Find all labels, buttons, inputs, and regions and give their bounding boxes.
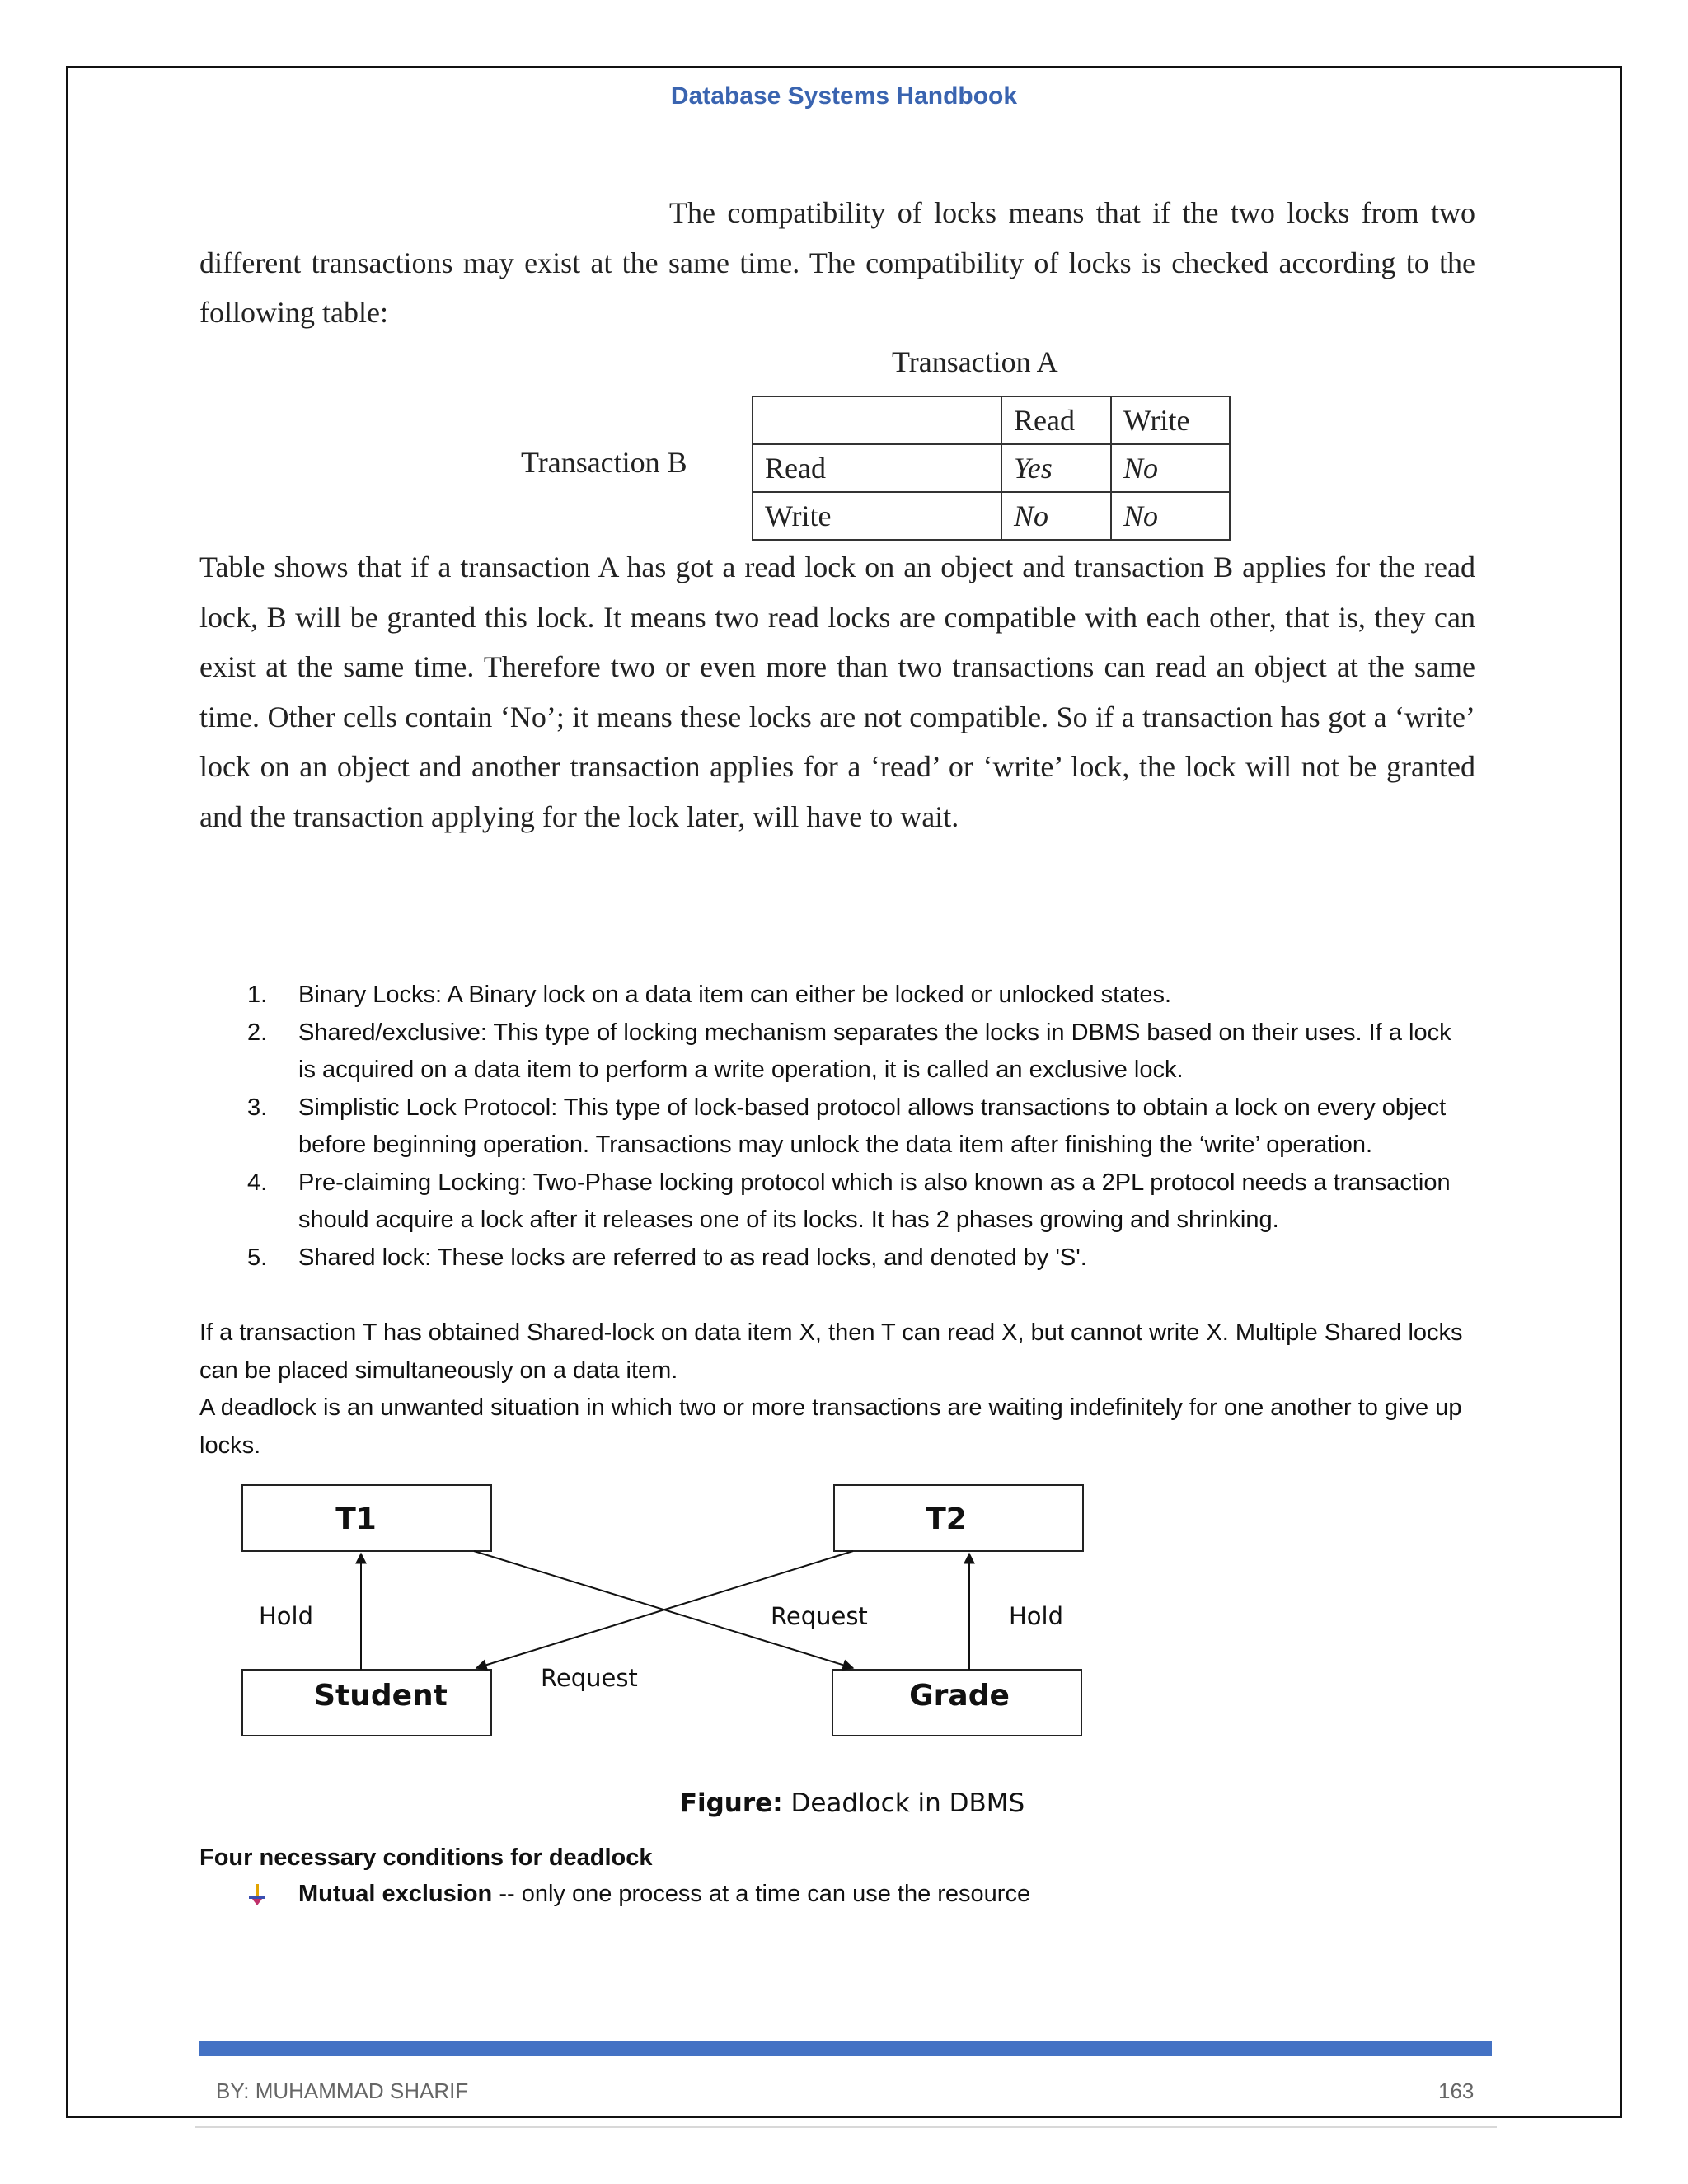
node-t1-label: T1 — [335, 1502, 377, 1536]
figure-caption-prefix: Figure: — [679, 1788, 783, 1818]
conditions-heading: Four necessary conditions for deadlock — [199, 1844, 653, 1871]
request-label-bottom: Request — [541, 1664, 638, 1692]
deadlock-definition: A deadlock is an unwanted situation in which two or more transactions are waiting indefinitely for one another to give up locks. — [199, 1394, 1462, 1459]
table-row — [753, 492, 1230, 540]
list-item: Shared/exclusive: This type of locking mechanism separates the locks in DBMS based on their uses. If a lock is acquired on a data item to perform a write operation, it is called an exclusive lock. — [298, 1019, 1451, 1083]
footer-bar — [199, 2041, 1492, 2056]
lock-types-list — [199, 977, 1469, 1277]
lock-compatibility-table — [752, 396, 1231, 541]
request-label-top: Request — [771, 1602, 868, 1630]
transaction-b-label: Transaction B — [521, 446, 687, 479]
list-item: Pre-claiming Locking: Two-Phase locking protocol which is also known as a 2PL protocol needs a transaction should acquire a lock after it releases one of its locks. It has 2 phases growing and shrinking. — [298, 1169, 1451, 1233]
footer-page-number: 163 — [1438, 2079, 1475, 2103]
arrow-bullet-icon — [247, 1884, 267, 1907]
figure-caption — [0, 1788, 1688, 1818]
table-cell: No — [1111, 444, 1230, 492]
transaction-a-label: Transaction A — [892, 345, 1058, 378]
node-t2-label: T2 — [926, 1502, 967, 1536]
table-header-row — [753, 396, 1230, 444]
node-grade-label: Grade — [909, 1679, 1010, 1713]
table-row — [753, 444, 1230, 492]
page-header-title: Database Systems Handbook — [670, 82, 1018, 110]
list-item: Binary Locks: A Binary lock on a data item can either be locked or unlocked states. — [298, 982, 1172, 1008]
explanation-paragraph: Table shows that if a transaction A has got a read lock on an object and transaction B applies for the read lock, B will be granted this lock. It means two read locks are compatible with each other, that is, they can exist at the same time. Therefore two or even more than two transactions can read an object at the same time. Other cells contain ‘No’; it means these locks are not compatible. So if a transaction has got a ‘write’ lock on an object and another transaction applies for a ‘read’ or ‘write’ lock, the lock will not be granted and the transaction applying for the lock later, will have to wait. — [199, 551, 1475, 833]
table-header-cell — [753, 396, 1001, 444]
intro-text: The compatibility of locks means that if the two locks from two different transactions may exist at the same time. The compatibility of locks is checked according to the following table: — [199, 196, 1475, 329]
intro-paragraph — [199, 188, 1475, 338]
hold-label-left: Hold — [259, 1602, 314, 1630]
table-cell: Yes — [1001, 444, 1111, 492]
figure-caption-text: Deadlock in DBMS — [782, 1788, 1025, 1818]
table-header-cell: Read — [1001, 396, 1111, 444]
table-row-label: Read — [753, 444, 1001, 492]
deadlock-diagram — [231, 1475, 1104, 1755]
table-cell: No — [1001, 492, 1111, 540]
condition-desc: -- only one process at a time can use the resource — [492, 1881, 1031, 1907]
hold-label-right: Hold — [1009, 1602, 1064, 1630]
condition-text — [298, 1881, 1030, 1908]
table-header-cell: Write — [1111, 396, 1230, 444]
table-cell: No — [1111, 492, 1230, 540]
list-item: Shared lock: These locks are referred to as read locks, and denoted by 'S'. — [298, 1244, 1087, 1271]
bottom-divider — [195, 2126, 1497, 2128]
table-row-label: Write — [753, 492, 1001, 540]
shared-lock-note: If a transaction T has obtained Shared-lock on data item X, then T can read X, but cannot write X. Multiple Shared locks can be placed simultaneously on a data item. — [199, 1319, 1463, 1384]
node-student-label: Student — [314, 1679, 448, 1713]
footer-author: BY: MUHAMMAD SHARIF — [216, 2079, 469, 2103]
condition-term: Mutual exclusion — [298, 1881, 493, 1907]
list-item: Simplistic Lock Protocol: This type of lock-based protocol allows transactions to obtain a lock on every object before beginning operation. Transactions may unlock the data item after finishing the ‘write’ operation. — [298, 1094, 1447, 1158]
